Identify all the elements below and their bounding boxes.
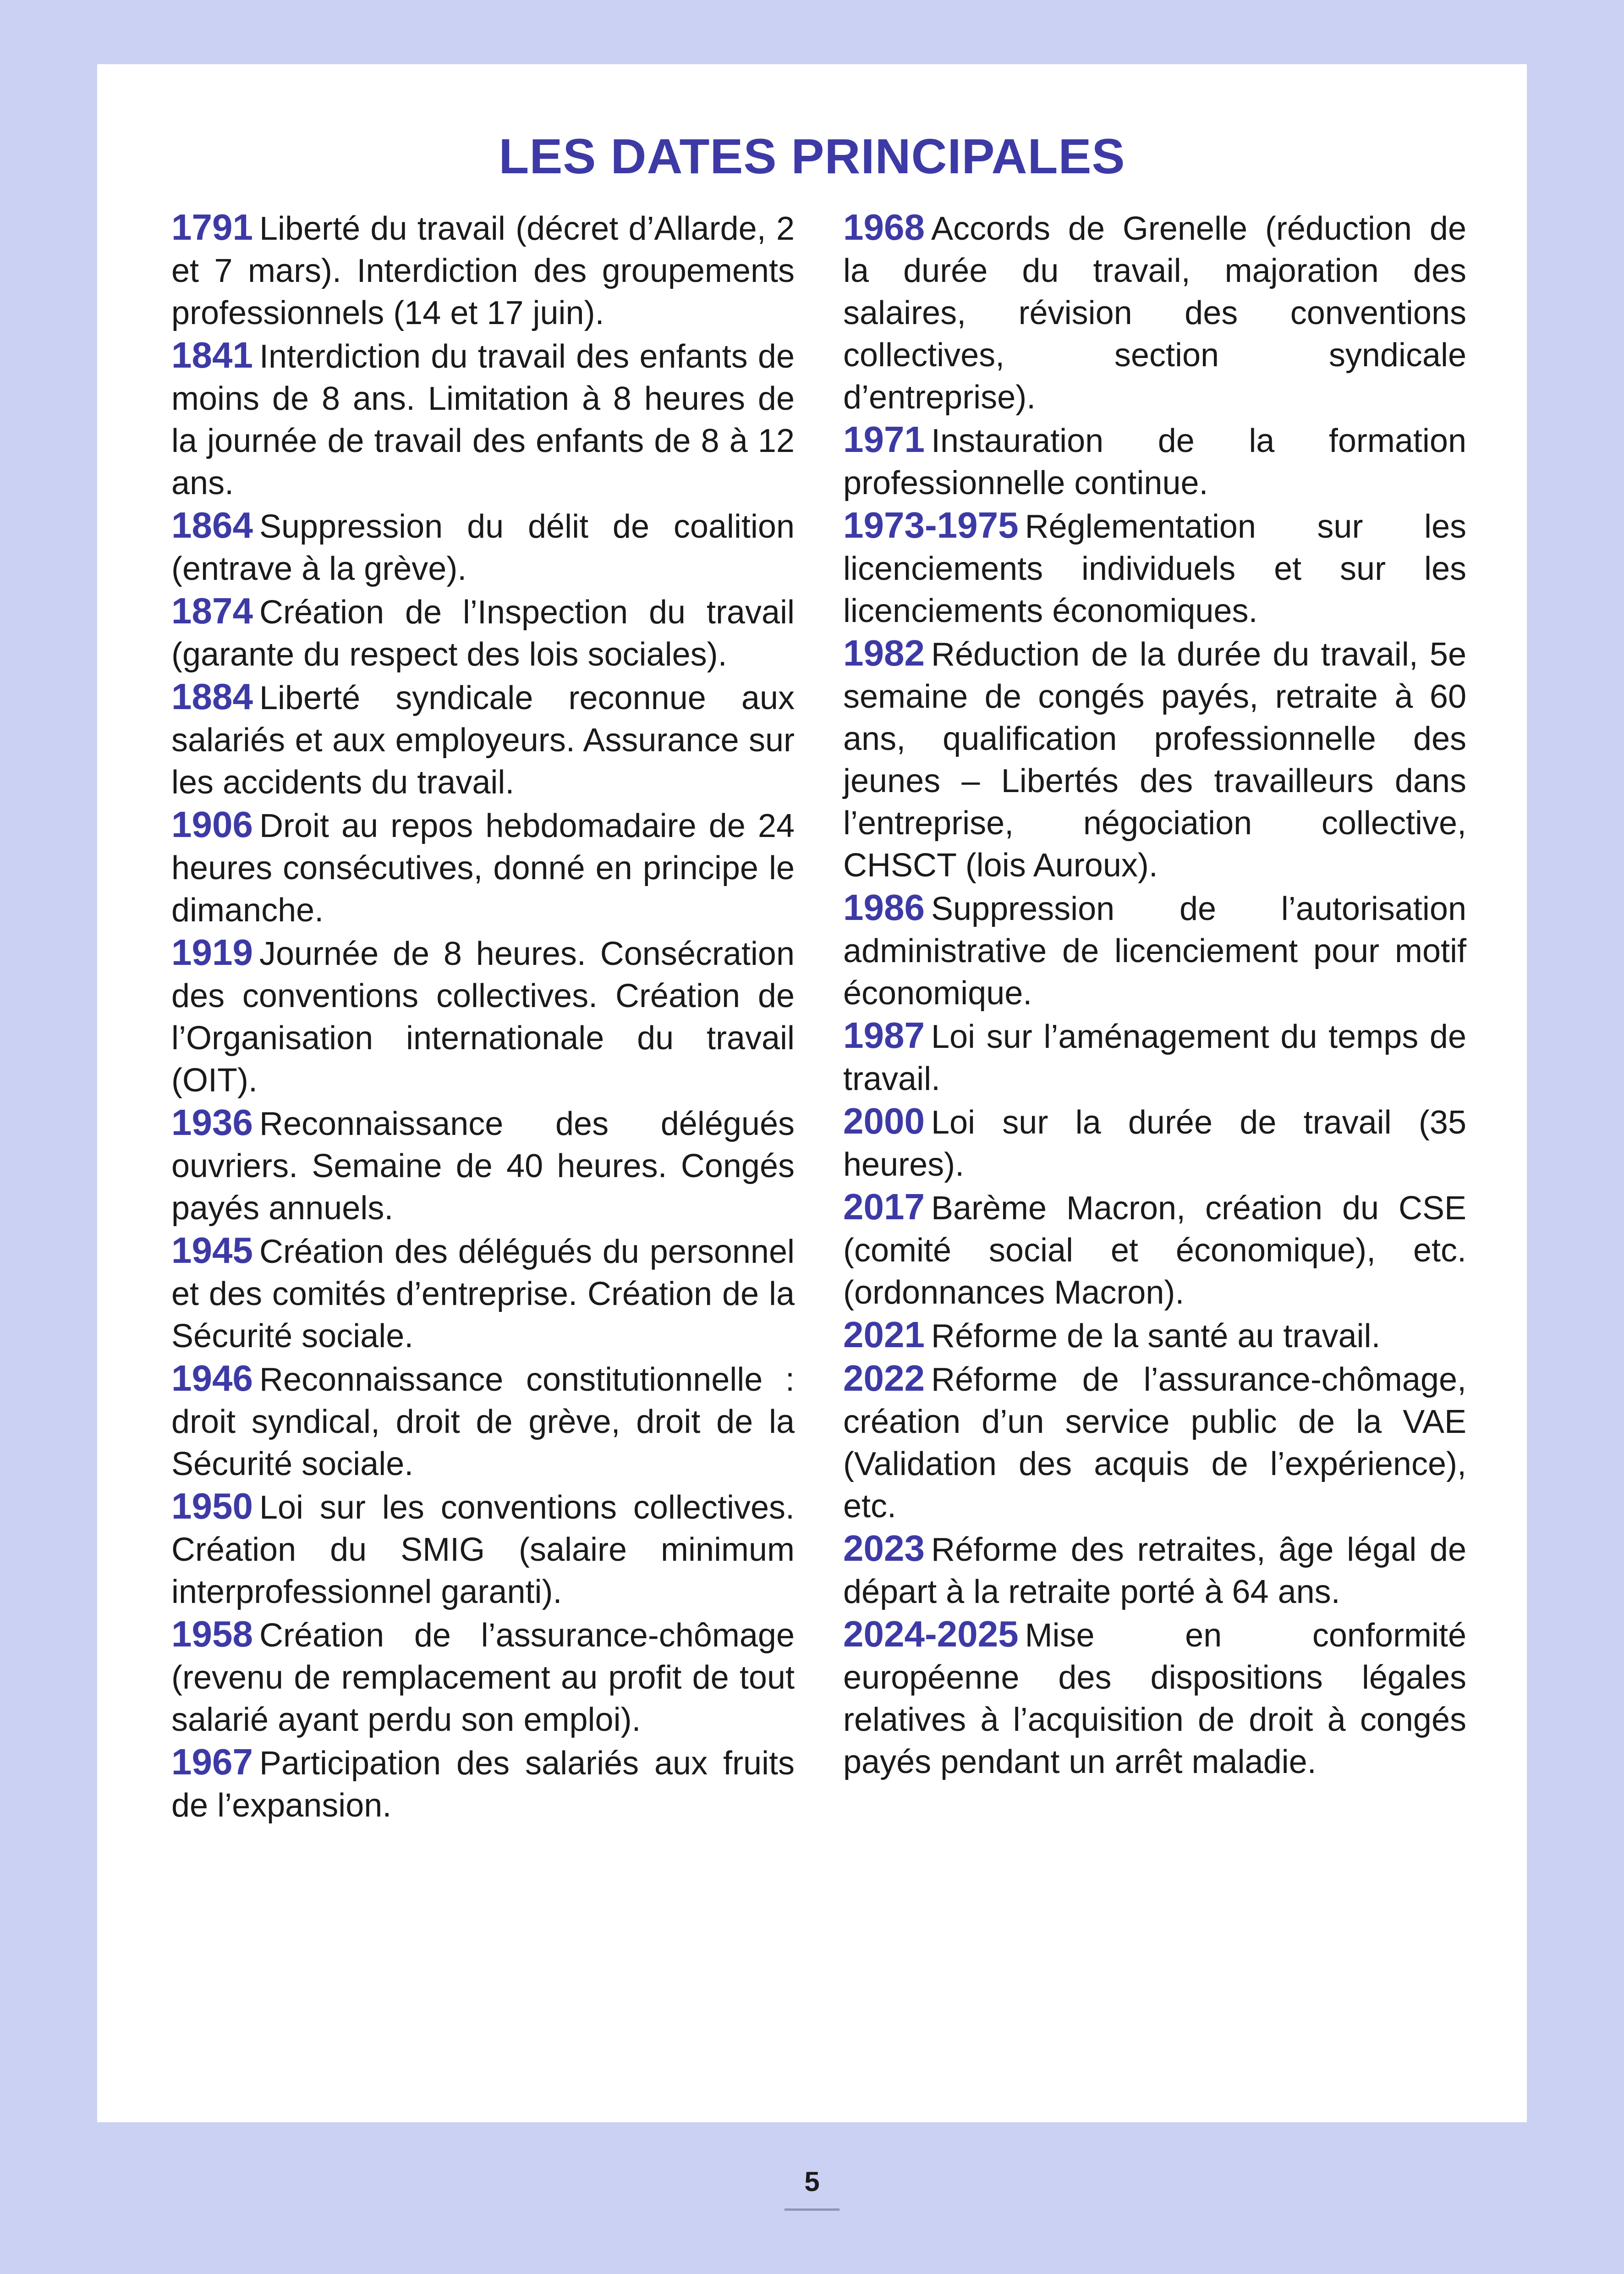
timeline-entry [171, 1485, 795, 1613]
entry-text: Interdiction du travail des enfants de moins de 8 ans. Limitation à 8 heures de la journée de travail des enfants de 8 à 12 ans. [171, 338, 795, 501]
entry-year: 1958 [171, 1613, 253, 1654]
entry-text: Journée de 8 heures. Consécration des conventions collectives. Création de l’Organisation internationale du travail (OIT). [171, 936, 795, 1099]
timeline-entry [171, 1101, 795, 1229]
entry-year: 2021 [843, 1314, 925, 1355]
entry-year: 1874 [171, 590, 253, 631]
timeline-entry [843, 1100, 1466, 1186]
entry-text: Suppression du délit de coalition (entrave à la grève). [171, 508, 795, 587]
timeline-entry [171, 504, 795, 590]
entry-text: Liberté du travail (décret d’Allarde, 2 et 7 mars). Interdiction des groupements professionnels (14 et 17 juin). [171, 210, 795, 331]
entry-text: Suppression de l’autorisation administrative de licenciement pour motif économique. [843, 891, 1466, 1012]
entry-year: 1936 [171, 1102, 253, 1143]
entry-year: 1884 [171, 676, 253, 717]
timeline-entry [171, 1357, 795, 1485]
timeline-entry [843, 1613, 1466, 1783]
page-title: LES DATES PRINCIPALES [499, 128, 1125, 184]
timeline-entry [843, 1314, 1466, 1357]
entry-text: Réforme de l’assurance-chômage, création d’un service public de la VAE (Validation des acquis de l’expérience), etc. [843, 1361, 1466, 1525]
timeline-entry [843, 206, 1466, 418]
timeline-entry [171, 676, 795, 804]
timeline-entry [171, 931, 795, 1101]
timeline-entry [171, 804, 795, 931]
timeline-entry [171, 206, 795, 334]
entry-text: Liberté syndicale reconnue aux salariés et aux employeurs. Assurance sur les accidents du travail. [171, 680, 795, 801]
entry-text: Reconnaissance des délégués ouvriers. Semaine de 40 heures. Congés payés annuels. [171, 1106, 795, 1227]
timeline-entry [843, 886, 1466, 1014]
entry-year: 1841 [171, 335, 253, 375]
entry-text: Création de l’Inspection du travail (garante du respect des lois sociales). [171, 594, 795, 673]
entry-text: Droit au repos hebdomadaire de 24 heures consécutives, donné en principe le dimanche. [171, 808, 795, 929]
timeline-entry [843, 418, 1466, 504]
entry-year: 1950 [171, 1486, 253, 1526]
entry-text: Mise en conformité européenne des dispositions légales relatives à l’acquisition de droit à congés payés pendant un arrêt maladie. [843, 1617, 1466, 1780]
timeline-entry [843, 504, 1466, 632]
entry-year: 2024-2025 [843, 1613, 1019, 1654]
entry-text: Instauration de la formation professionnelle continue. [843, 423, 1466, 501]
entry-year: 1945 [171, 1230, 253, 1271]
entry-year: 1919 [171, 932, 253, 973]
entry-year: 1982 [843, 633, 925, 673]
entry-text: Création des délégués du personnel et des comités d’entreprise. Création de la Sécurité sociale. [171, 1233, 795, 1354]
entry-text: Réforme des retraites, âge légal de départ à la retraite porté à 64 ans. [843, 1531, 1466, 1610]
left-column [171, 206, 795, 1827]
entry-text: Accords de Grenelle (réduction de la durée du travail, majoration des salaires, révision des conventions collectives, section syndicale d’entreprise). [843, 210, 1466, 416]
entry-year: 1967 [171, 1741, 253, 1782]
entry-year: 1906 [171, 804, 253, 845]
entry-year: 2000 [843, 1101, 925, 1141]
entry-text: Réforme de la santé au travail. [931, 1318, 1381, 1354]
entry-text: Réduction de la durée du travail, 5e semaine de congés payés, retraite à 60 ans, qualification professionnelle des jeunes – Libertés des travailleurs dans l’entreprise, négociation collective, CHSCT (lois Auroux). [843, 636, 1466, 884]
timeline-entry [171, 1741, 795, 1827]
entry-text: Loi sur l’aménagement du temps de travail. [843, 1019, 1466, 1097]
entry-text: Barème Macron, création du CSE (comité social et économique), etc. (ordonnances Macron). [843, 1190, 1466, 1311]
entry-text: Reconnaissance constitutionnelle : droit syndical, droit de grève, droit de la Sécurité sociale. [171, 1361, 795, 1482]
page-number-underline [785, 2208, 839, 2211]
entry-text: Participation des salariés aux fruits de l’expansion. [171, 1745, 795, 1824]
right-column [843, 206, 1466, 1783]
entry-year: 1946 [171, 1358, 253, 1399]
entry-text: Création de l’assurance-chômage (revenu de remplacement au profit de tout salarié ayant perdu son emploi). [171, 1617, 795, 1738]
timeline-entry [843, 632, 1466, 886]
entry-year: 1864 [171, 505, 253, 545]
timeline-entry [171, 334, 795, 504]
timeline-entry [843, 1357, 1466, 1527]
entry-year: 2017 [843, 1186, 925, 1227]
entry-year: 1987 [843, 1015, 925, 1056]
entry-text: Loi sur la durée de travail (35 heures). [843, 1104, 1466, 1183]
entry-year: 1791 [171, 207, 253, 248]
entry-year: 1973-1975 [843, 505, 1019, 545]
timeline-entry [171, 590, 795, 676]
entry-text: Réglementation sur les licenciements individuels et sur les licenciements économiques. [843, 508, 1466, 629]
entry-year: 1968 [843, 207, 925, 248]
timeline-entry [171, 1613, 795, 1741]
page-number: 5 [804, 2166, 820, 2197]
entry-text: Loi sur les conventions collectives. Création du SMIG (salaire minimum interprofessionnel garanti). [171, 1489, 795, 1610]
page-sheet [97, 64, 1527, 2122]
timeline-entry [843, 1014, 1466, 1100]
entry-year: 1971 [843, 419, 925, 460]
timeline-entry [171, 1229, 795, 1357]
timeline-entry [843, 1527, 1466, 1613]
timeline-entry [843, 1186, 1466, 1314]
entry-year: 2022 [843, 1358, 925, 1399]
entry-year: 2023 [843, 1528, 925, 1569]
entry-year: 1986 [843, 887, 925, 928]
